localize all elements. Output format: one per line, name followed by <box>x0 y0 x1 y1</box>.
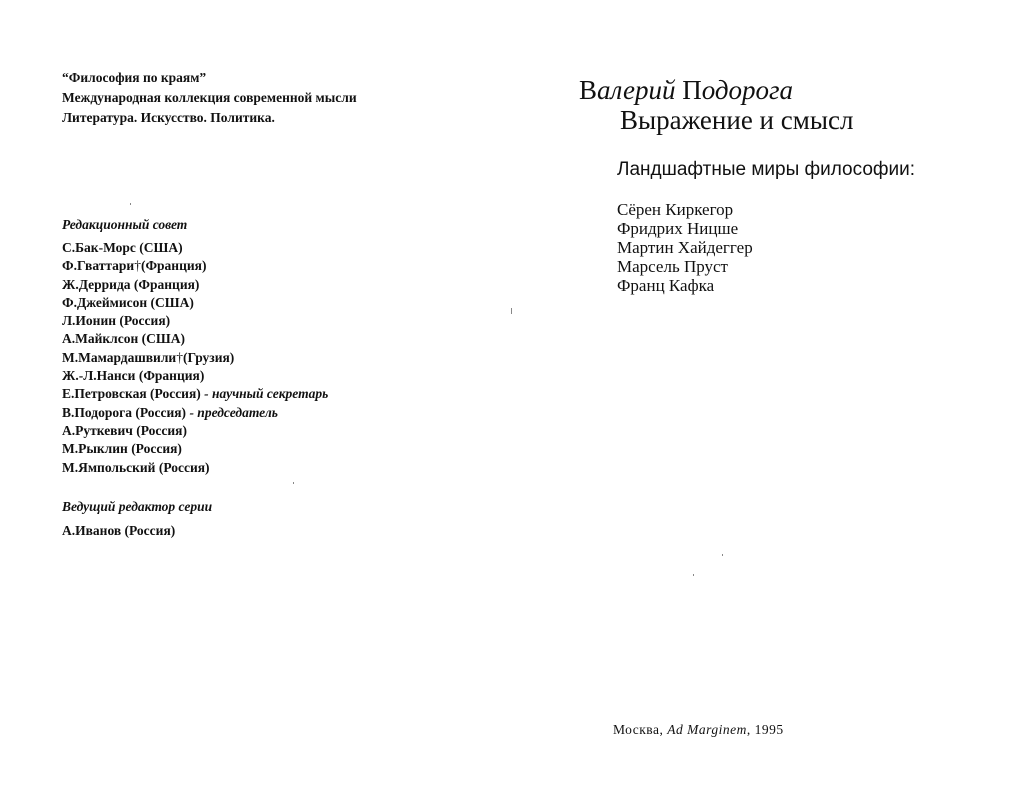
left-page <box>0 0 510 800</box>
scan-speck <box>722 554 723 556</box>
scan-speck <box>693 574 694 576</box>
board-member-name: А.Майклсон (США) <box>62 331 185 347</box>
series-collection: Международная коллекция современной мысли <box>62 90 357 105</box>
board-member <box>62 276 328 294</box>
board-member-name: Ф.Джеймисон (США) <box>62 294 194 310</box>
board-member <box>62 239 328 257</box>
board-member <box>62 294 328 312</box>
board-member-name: Л.Ионин (Россия) <box>62 313 171 329</box>
board-member-role: - председатель <box>186 404 278 420</box>
board-member <box>62 330 328 348</box>
philosopher-name: Мартин Хайдеггер <box>617 238 753 257</box>
board-member <box>62 385 328 403</box>
book-subtitle: Ландшафтные миры философии: <box>617 159 916 180</box>
board-member <box>62 459 328 477</box>
board-member-name: М.Мамардашвили <box>62 349 177 365</box>
editorial-board-list <box>62 239 328 477</box>
philosophers-list <box>617 200 753 295</box>
board-member-name: М.Рыклин (Россия) <box>62 441 182 457</box>
scan-speck <box>130 203 131 205</box>
lead-editor-name: А.Иванов (Россия) <box>62 523 176 538</box>
imprint-city: Москва, <box>613 722 668 737</box>
board-member-country: (Грузия) <box>182 349 235 365</box>
author-surname-initial: П <box>675 75 702 105</box>
board-member-name: Ф.Гваттари <box>62 258 135 274</box>
philosopher-name: Франц Кафка <box>617 276 715 295</box>
editorial-board-heading: Редакционный совет <box>62 217 188 232</box>
author-initial: В <box>579 75 598 105</box>
board-member-role: - научный секретарь <box>200 386 329 402</box>
board-member-name: Е.Петровская (Россия) <box>62 386 201 402</box>
imprint <box>613 722 784 738</box>
board-member <box>62 349 328 367</box>
board-member <box>62 422 328 440</box>
board-member-name: В.Подорога (Россия) <box>62 404 187 420</box>
board-member <box>62 367 328 385</box>
series-name: “Философия по краям” <box>62 70 207 85</box>
board-member-country: (Франция) <box>140 258 207 274</box>
deceased-dagger-icon: † <box>134 258 141 274</box>
imprint-year: , 1995 <box>746 722 784 737</box>
board-member <box>62 312 328 330</box>
author-name <box>579 74 793 106</box>
imprint-publisher: Ad Marginem <box>667 722 747 737</box>
board-member-name: С.Бак-Морс (США) <box>62 240 183 255</box>
scan-speck <box>511 308 512 314</box>
author-surname-rest: одорога <box>701 75 794 105</box>
board-member-name: Ж.Деррида (Франция) <box>62 276 200 292</box>
lead-editor-heading: Ведущий редактор серии <box>62 499 213 514</box>
board-member-name: М.Ямпольский (Россия) <box>62 459 210 475</box>
philosopher-name: Марсель Пруст <box>617 257 728 276</box>
board-member <box>62 404 328 422</box>
right-page <box>514 0 1029 800</box>
author-first-name-rest: алерий <box>597 75 676 105</box>
scan-speck <box>293 482 294 484</box>
series-subjects: Литература. Искусство. Политика. <box>62 110 275 125</box>
philosopher-name: Сёрен Киркегор <box>617 200 734 219</box>
board-member <box>62 257 328 275</box>
book-title: Выражение и смысл <box>620 105 854 135</box>
philosopher-name: Фридрих Ницше <box>617 219 739 238</box>
board-member-name: А.Руткевич (Россия) <box>62 422 187 438</box>
deceased-dagger-icon: † <box>176 349 183 365</box>
board-member-name: Ж.-Л.Нанси (Франция) <box>62 368 205 384</box>
series-info <box>62 68 357 128</box>
board-member <box>62 440 328 458</box>
